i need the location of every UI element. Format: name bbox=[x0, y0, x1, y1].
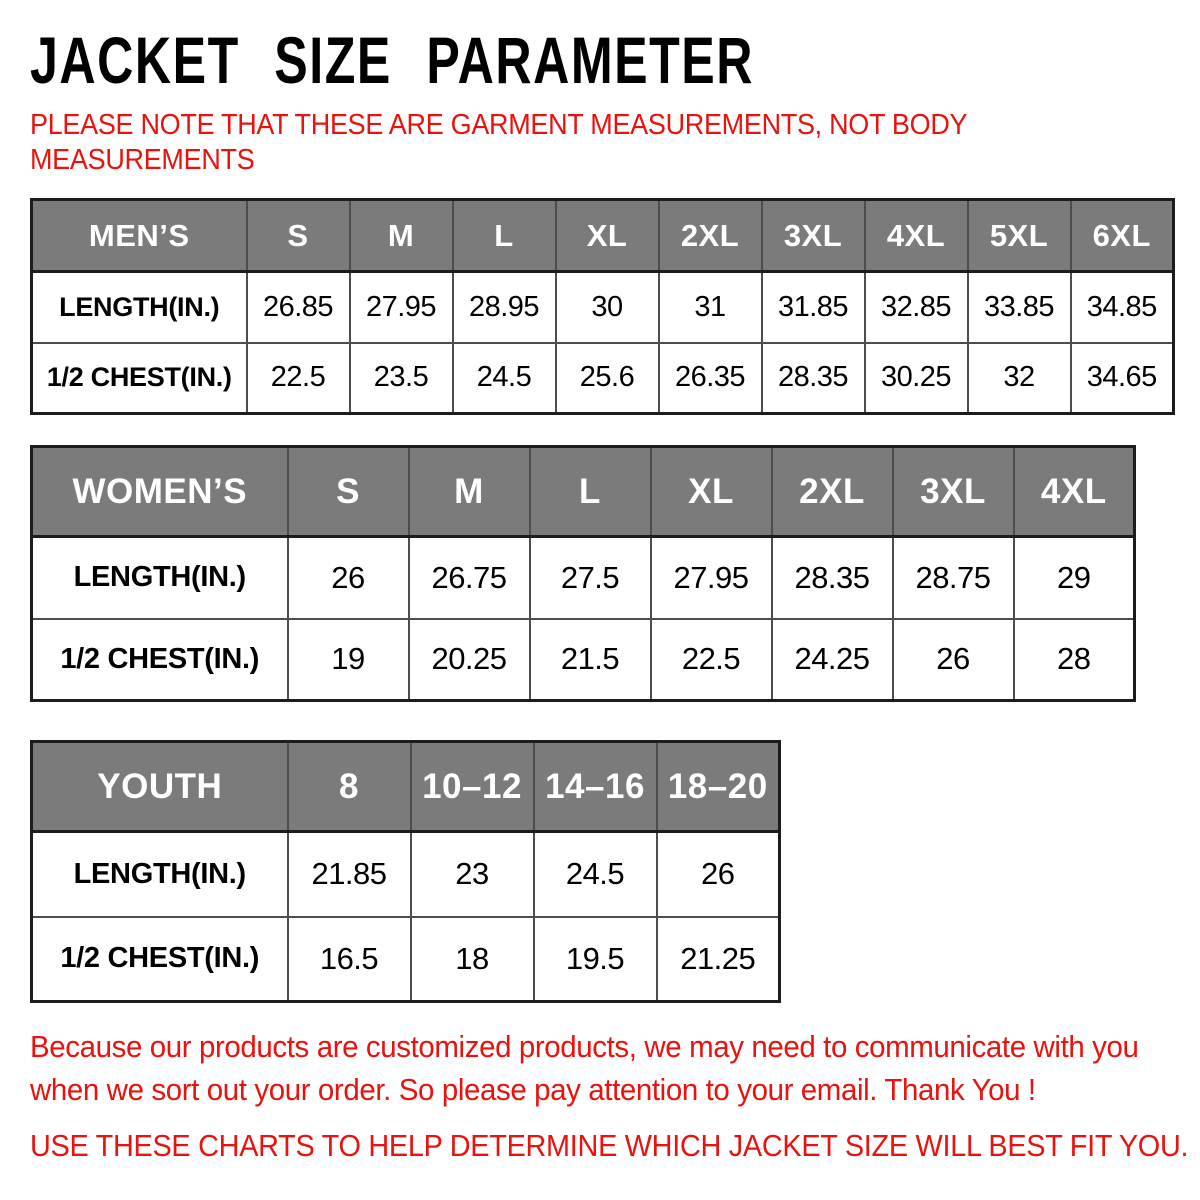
mens-size-table bbox=[30, 198, 1175, 415]
chest-value: 22.5 bbox=[247, 343, 350, 414]
chest-value: 28 bbox=[1014, 619, 1135, 701]
womens-size-header: 2XL bbox=[772, 447, 893, 537]
chest-value: 23.5 bbox=[350, 343, 453, 414]
length-value: 27.5 bbox=[530, 537, 651, 619]
chest-value: 19.5 bbox=[534, 917, 657, 1002]
mens-size-header: S bbox=[247, 200, 350, 272]
length-value: 30 bbox=[556, 272, 659, 343]
chest-value: 32 bbox=[968, 343, 1071, 414]
womens-table-title-cell: WOMEN’S bbox=[32, 447, 288, 537]
chest-value: 18 bbox=[411, 917, 534, 1002]
length-value: 32.85 bbox=[865, 272, 968, 343]
mens-size-header: 4XL bbox=[865, 200, 968, 272]
chest-value: 21.25 bbox=[657, 917, 780, 1002]
womens-size-header: XL bbox=[651, 447, 772, 537]
length-value: 26 bbox=[657, 832, 780, 917]
note-line-1: PLEASE NOTE THAT THESE ARE GARMENT MEASUREMENTS, NOT BODY bbox=[30, 109, 968, 141]
note-line-2: MEASUREMENTS bbox=[30, 144, 255, 177]
youth-size-header: 8 bbox=[288, 742, 411, 832]
youth-size-table bbox=[30, 740, 781, 1003]
notice-line-2: when we sort out your order. So please pay attention to your email. Thank You ! bbox=[30, 1071, 1036, 1107]
youth-length-row bbox=[32, 832, 780, 917]
chest-value: 22.5 bbox=[651, 619, 772, 701]
chart-usage-note: USE THESE CHARTS TO HELP DETERMINE WHICH JACKET SIZE WILL BEST FIT YOU. bbox=[30, 1128, 1189, 1163]
chest-value: 20.25 bbox=[409, 619, 530, 701]
youth-size-header: 10–12 bbox=[411, 742, 534, 832]
length-value: 27.95 bbox=[651, 537, 772, 619]
womens-size-header: S bbox=[288, 447, 409, 537]
youth-table-title-cell: YOUTH bbox=[32, 742, 288, 832]
mens-size-header: XL bbox=[556, 200, 659, 272]
chest-value: 19 bbox=[288, 619, 409, 701]
mens-size-header: 2XL bbox=[659, 200, 762, 272]
length-value: 33.85 bbox=[968, 272, 1071, 343]
row-label: LENGTH(IN.) bbox=[32, 272, 247, 343]
page-title: JACKET SIZE PARAMETER bbox=[30, 23, 755, 97]
length-value: 34.85 bbox=[1071, 272, 1174, 343]
mens-size-header: 5XL bbox=[968, 200, 1071, 272]
chest-value: 21.5 bbox=[530, 619, 651, 701]
length-value: 29 bbox=[1014, 537, 1135, 619]
length-value: 21.85 bbox=[288, 832, 411, 917]
womens-size-table bbox=[30, 445, 1136, 702]
mens-size-header: 6XL bbox=[1071, 200, 1174, 272]
row-label: 1/2 CHEST(IN.) bbox=[32, 343, 247, 414]
garment-measurement-note bbox=[30, 108, 967, 179]
row-label: 1/2 CHEST(IN.) bbox=[32, 619, 288, 701]
womens-chest-row bbox=[32, 619, 1135, 701]
row-label: 1/2 CHEST(IN.) bbox=[32, 917, 288, 1002]
youth-header-row bbox=[32, 742, 780, 832]
chest-value: 26.35 bbox=[659, 343, 762, 414]
mens-size-header: M bbox=[350, 200, 453, 272]
youth-chest-row bbox=[32, 917, 780, 1002]
length-value: 28.95 bbox=[453, 272, 556, 343]
row-label: LENGTH(IN.) bbox=[32, 832, 288, 917]
length-value: 26.85 bbox=[247, 272, 350, 343]
customization-notice bbox=[30, 1026, 1139, 1112]
length-value: 24.5 bbox=[534, 832, 657, 917]
row-label: LENGTH(IN.) bbox=[32, 537, 288, 619]
youth-size-header: 14–16 bbox=[534, 742, 657, 832]
chest-value: 28.35 bbox=[762, 343, 865, 414]
youth-size-header: 18–20 bbox=[657, 742, 780, 832]
mens-size-header: L bbox=[453, 200, 556, 272]
mens-size-header: 3XL bbox=[762, 200, 865, 272]
length-value: 26.75 bbox=[409, 537, 530, 619]
womens-size-header: 4XL bbox=[1014, 447, 1135, 537]
chest-value: 24.25 bbox=[772, 619, 893, 701]
womens-length-row bbox=[32, 537, 1135, 619]
length-value: 26 bbox=[288, 537, 409, 619]
chest-value: 24.5 bbox=[453, 343, 556, 414]
chest-value: 34.65 bbox=[1071, 343, 1174, 414]
chest-value: 30.25 bbox=[865, 343, 968, 414]
chest-value: 26 bbox=[893, 619, 1014, 701]
mens-table-title-cell: MEN’S bbox=[32, 200, 247, 272]
chest-value: 25.6 bbox=[556, 343, 659, 414]
length-value: 28.75 bbox=[893, 537, 1014, 619]
chest-value: 16.5 bbox=[288, 917, 411, 1002]
length-value: 23 bbox=[411, 832, 534, 917]
length-value: 31 bbox=[659, 272, 762, 343]
womens-size-header: M bbox=[409, 447, 530, 537]
length-value: 31.85 bbox=[762, 272, 865, 343]
mens-chest-row bbox=[32, 343, 1174, 414]
womens-size-header: L bbox=[530, 447, 651, 537]
mens-length-row bbox=[32, 272, 1174, 343]
womens-header-row bbox=[32, 447, 1135, 537]
notice-line-1: Because our products are customized products, we may need to communicate with you bbox=[30, 1029, 1139, 1064]
womens-size-header: 3XL bbox=[893, 447, 1014, 537]
length-value: 28.35 bbox=[772, 537, 893, 619]
length-value: 27.95 bbox=[350, 272, 453, 343]
mens-header-row bbox=[32, 200, 1174, 272]
